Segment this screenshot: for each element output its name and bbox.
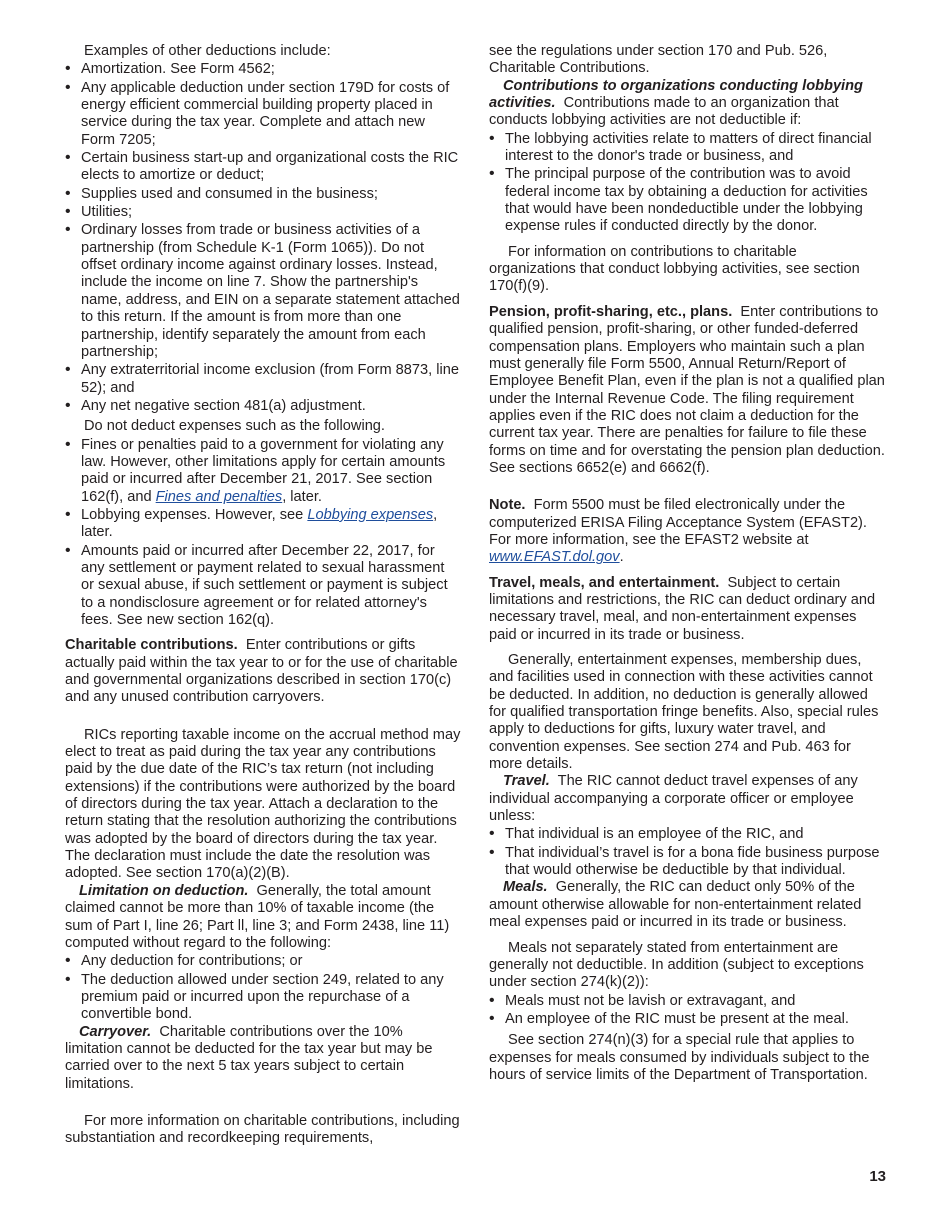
list-item: • Any deduction for contributions; or [65,952,461,970]
list-item: • Ordinary losses from trade or business activities of a partnership (from Schedule K-1 (Form 1065)). Do not offset ordinary income against ordinary losses. Instead, include the income on line 7. Show the partnership's name, address, and EIN on a separate statement attached to this return. If the amount is from more than one partnership, identify separately the amount from each partnership; [65,221,461,361]
continued-paragraph: see the regulations under section 170 and Pub. 526, Charitable Contributions. [489,43,828,77]
list-item: • Any applicable deduction under section 179D for costs of energy efficient commercial building property placed in service during the tax year. Complete and attach new Form 7205; [65,79,461,149]
see-section-paragraph: See section 274(n)(3) for a special rule that applies to expenses for meals consumed by individuals subject to the hours of service limits of the Department of Transportation. [489,1032,870,1083]
list-item: • Any net negative section 481(a) adjustment. [65,397,461,415]
charitable-contributions-paragraph: Charitable contributions. Enter contributions or gifts actually paid within the tax year to or for the use of charitable and governmental organizations described in section 170(c) and any unused contribution carryovers. [65,637,458,706]
travel-meals-paragraph: Travel, meals, and entertainment. Subject to certain limitations and restrictions, the RIC can deduct ordinary and necessary travel, meal, and non-entertainment expenses paid or incurred in its trade or business. [489,574,876,643]
examples-intro: Examples of other deductions include: [84,43,331,59]
list-item: • The deduction allowed under section 249, related to any premium paid or incurred upon the repurchase of a convertible bond. [65,971,461,1024]
list-item: • Meals must not be lavish or extravagant, and [489,992,886,1010]
note-heading: Note. [489,497,526,514]
list-item: • Certain business start-up and organizational costs the RIC elects to amortize or deduct; [65,149,461,185]
list-item: • Utilities; [65,203,461,221]
travel-heading: Travel. [503,773,550,790]
meals-paragraph: Meals. Generally, the RIC can deduct only 50% of the amount otherwise allowable for non-entertainment related meal expenses paid or incurred in its trade or business. [489,879,862,931]
list-item: • That individual’s travel is for a bona fide business purpose that would otherwise be deductible by that individual. [489,844,886,880]
meals-not-separate-paragraph: Meals not separately stated from entertainment are generally not deductible. In addition (subject to exceptions under section 274(k)(2)): [489,939,864,991]
fines-and-penalties-link[interactable]: Fines and penalties [155,488,283,505]
carryover-paragraph: Carryover. Charitable contributions over the 10% limitation cannot be deducted for the tax year but may be carried over to the next 5 tax years subject to certain limitations. [65,1023,433,1092]
list-item: • The principal purpose of the contribution was to avoid federal income tax by obtaining a deduction for activities that would have been nondeductible under the lobbying expense rules if conducted directly by the donor. [489,165,886,235]
list-item: • That individual is an employee of the RIC, and [489,825,886,843]
note-paragraph: Note. Form 5500 must be filed electronically under the computerized ERISA Filing Acceptance System (EFAST2). For more information, see the EFAST2 website at www.EFAST.dol.gov. [489,497,867,566]
more-info-paragraph: For more information on charitable contributions, including substantiation and recordkeeping requirements, [65,1112,460,1147]
limitation-heading: Limitation on deduction. [79,882,249,899]
list-item: • Amortization. See Form 4562; [65,60,461,78]
lobbying-expenses-link[interactable]: Lobbying expenses [307,506,434,523]
list-item: • The lobbying activities relate to matters of direct financial interest to the donor's trade or business, and [489,130,886,166]
list-item: • Supplies used and consumed in the business; [65,185,461,203]
charitable-contributions-heading: Charitable contributions. [65,637,238,654]
list-item: • Amounts paid or incurred after December 22, 2017, for any settlement or payment related to sexual harassment or sexual abuse, if such settlement or payment is subject to a nondisclosure agreement or for related attorney's fees. See new section 162(q). [65,542,461,630]
generally-paragraph: Generally, entertainment expenses, membership dues, and facilities used in connection with these activities cannot be deducted. In addition, no deduction is generally allowed for qualified transportation fringe benefits. Also, special rules apply to deductions for gifts, luxury water travel, and convention expenses. See section 274 and Pub. 463 for more details. [489,652,879,773]
meals-heading: Meals. [503,879,548,896]
travel-paragraph: Travel. The RIC cannot deduct travel expenses of any individual accompanying a corporate officer or employee unless: [489,773,858,825]
left-column [65,43,461,1148]
list-item: • Fines or penalties paid to a government for violating any law. However, other limitations apply for certain amounts paid or incurred after December 21, 2017. See section 162(f), and Fines and penalties, later. [65,436,461,506]
rics-paragraph: RICs reporting taxable income on the accrual method may elect to treat as paid during the tax year any contributions paid by the due date of the RIC’s tax return (not including extensions) if the contributions were authorized by the board of directors during the tax year. Attach a declaration to the return stating that the resolution authorizing the contributions was adopted by the board of directors during the tax year. The declaration must include the date the resolution was adopted. See section 170(a)(2)(B). [65,726,461,882]
list-item: • An employee of the RIC must be present at the meal. [489,1010,886,1028]
right-column [489,43,886,1084]
not-deduct-intro: Do not deduct expenses such as the following. [84,418,385,435]
travel-meals-heading: Travel, meals, and entertainment. [489,574,720,591]
efast-website-link[interactable]: www.EFAST.dol.gov [489,549,620,566]
pension-paragraph: Pension, profit-sharing, etc., plans. Enter contributions to qualified pension, profit-sharing, or other funded-deferred compensation plans. Employers who maintain such a plan must generally file Form 5500, Annual Return/Report of Employee Benefit Plan, even if the plan is not a qualified plan under the Internal Revenue Code. The filing requirement applies even if the RIC does not claim a deduction for the current tax year. There are penalties for failure to file these forms on time and for overstating the pension plan deduction. See sections 6652(e) and 6662(f). [489,303,885,476]
lobbying-info-paragraph: For information on contributions to charitable organizations that conduct lobbying activities, see section 170(f)(9). [489,243,860,295]
carryover-heading: Carryover. [79,1023,152,1040]
list-item: • Lobbying expenses. However, see Lobbying expenses, later. [65,506,461,542]
pension-heading: Pension, profit-sharing, etc., plans. [489,303,733,320]
list-item: • Any extraterritorial income exclusion (from Form 8873, line 52); and [65,361,461,397]
page-number: 13 [869,1168,886,1185]
lobbying-paragraph: Contributions to organizations conducting lobbying activities. Contributions made to an organization that conducts lobbying activities are not deductible if: [489,77,863,129]
lobbying-heading: Contributions to organizations conducting lobbying activities. [489,77,863,112]
limitation-paragraph: Limitation on deduction. Generally, the total amount claimed cannot be more than 10% of taxable income (the sum of Part I, line 26; Part ll, line 3; and Form 2438, line 11) computed without regard to the following: [65,882,450,951]
